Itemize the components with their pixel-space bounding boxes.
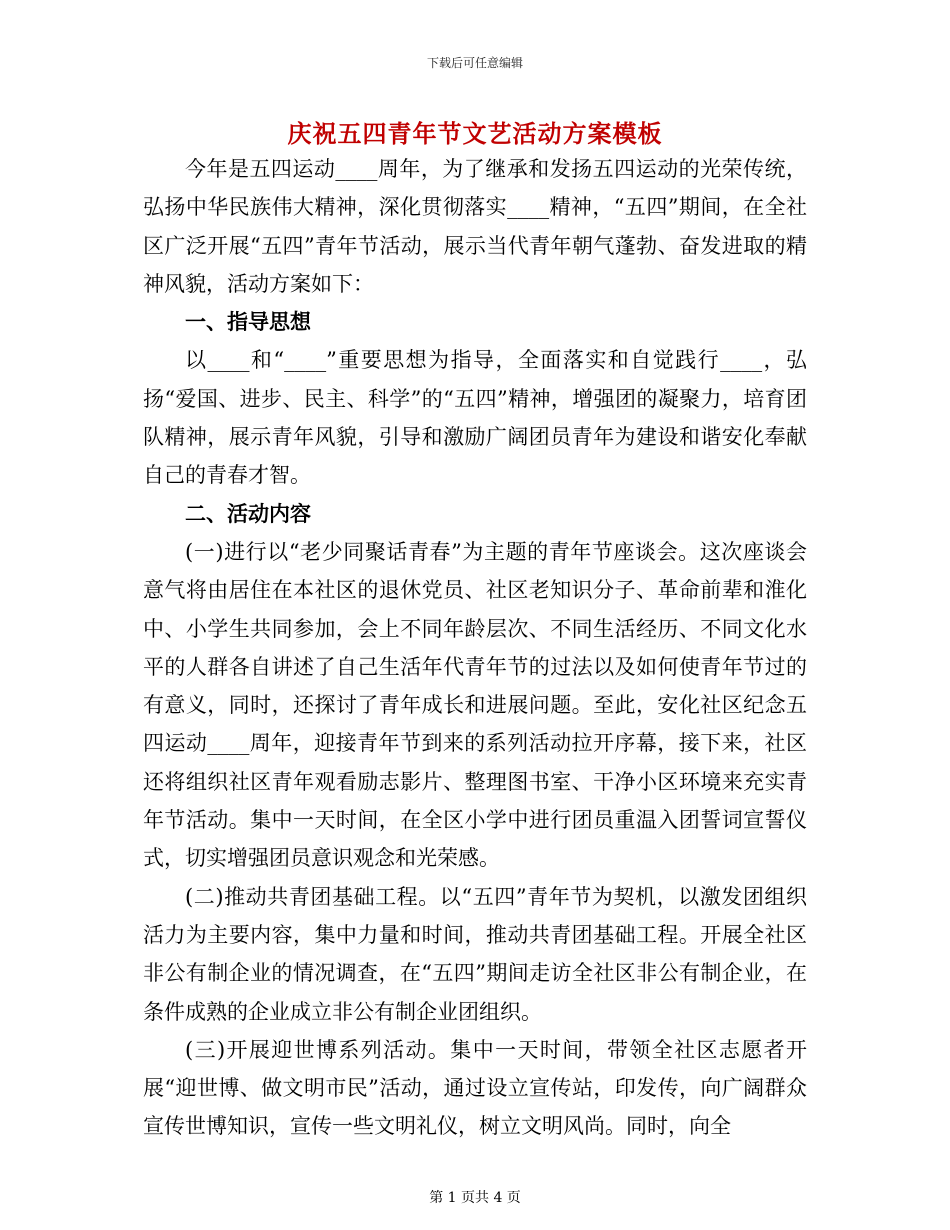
section2-item3-paragraph: (三)开展迎世博系列活动。集中一天时间，带领全社区志愿者开展“迎世博、做文明市民”活动，通过设立宣传站，印发传，向广阔群众宣传世博知识，宣传一些文明礼仪，树立文明风尚。同时，向全 (143, 1037, 807, 1139)
section2-heading: 二、活动内容 (185, 500, 311, 526)
section1-paragraph: 以____和“____”重要思想为指导，全面落实和自觉践行____，弘扬“爱国、进步、民主、科学”的“五四”精神，增强团的凝聚力，培育团队精神，展示青年风貌，引导和激励广阔团员青年为建设和谐安化奉献自己的青春才智。 (143, 348, 807, 488)
intro-paragraph: 今年是五四运动____周年，为了继承和发扬五四运动的光荣传统，弘扬中华民族伟大精神，深化贯彻落实____精神，“五四”期间，在全社区广泛开展“五四”青年节活动，展示当代青年朝气蓬勃、奋发进取的精神风貌，活动方案如下： (143, 157, 807, 296)
document-title: 庆祝五四青年节文艺活动方案模板 (287, 119, 663, 148)
document-body (143, 150, 807, 1146)
section1-heading: 一、指导思想 (185, 309, 311, 335)
page-footer: 第 1 页共 4 页 (429, 1190, 521, 1206)
section2-item2-paragraph: (二)推动共青团基础工程。以“五四”青年节为契机，以激发团组织活力为主要内容，集中力量和时间，推动共青团基础工程。开展全社区非公有制企业的情况调查，在“五四”期间走访全社区非公有制企业，在条件成熟的企业成立非公有制企业团组织。 (143, 884, 807, 1024)
header-note: 下载后可任意编辑 (426, 56, 523, 70)
section2-item1-paragraph: (一)进行以“老少同聚话青春”为主题的青年节座谈会。这次座谈会意气将由居住在本社区的退休党员、社区老知识分子、革命前辈和淮化中、小学生共同参加，会上不同年龄层次、不同生活经历、不同文化水平的人群各自讲述了自己生活年代青年节的过法以及如何使青年节过的有意义，同时，还探讨了青年成长和进展问题。至此，安化社区纪念五四运动____周年，迎接青年节到来的系列活动拉开序幕，接下来，社区还将组织社区青年观看励志影片、整理图书室、干净小区环境来充实青年节活动。集中一天时间，在全区小学中进行团员重温入团誓词宣誓仪式，切实增强团员意识观念和光荣感。 (143, 539, 807, 871)
